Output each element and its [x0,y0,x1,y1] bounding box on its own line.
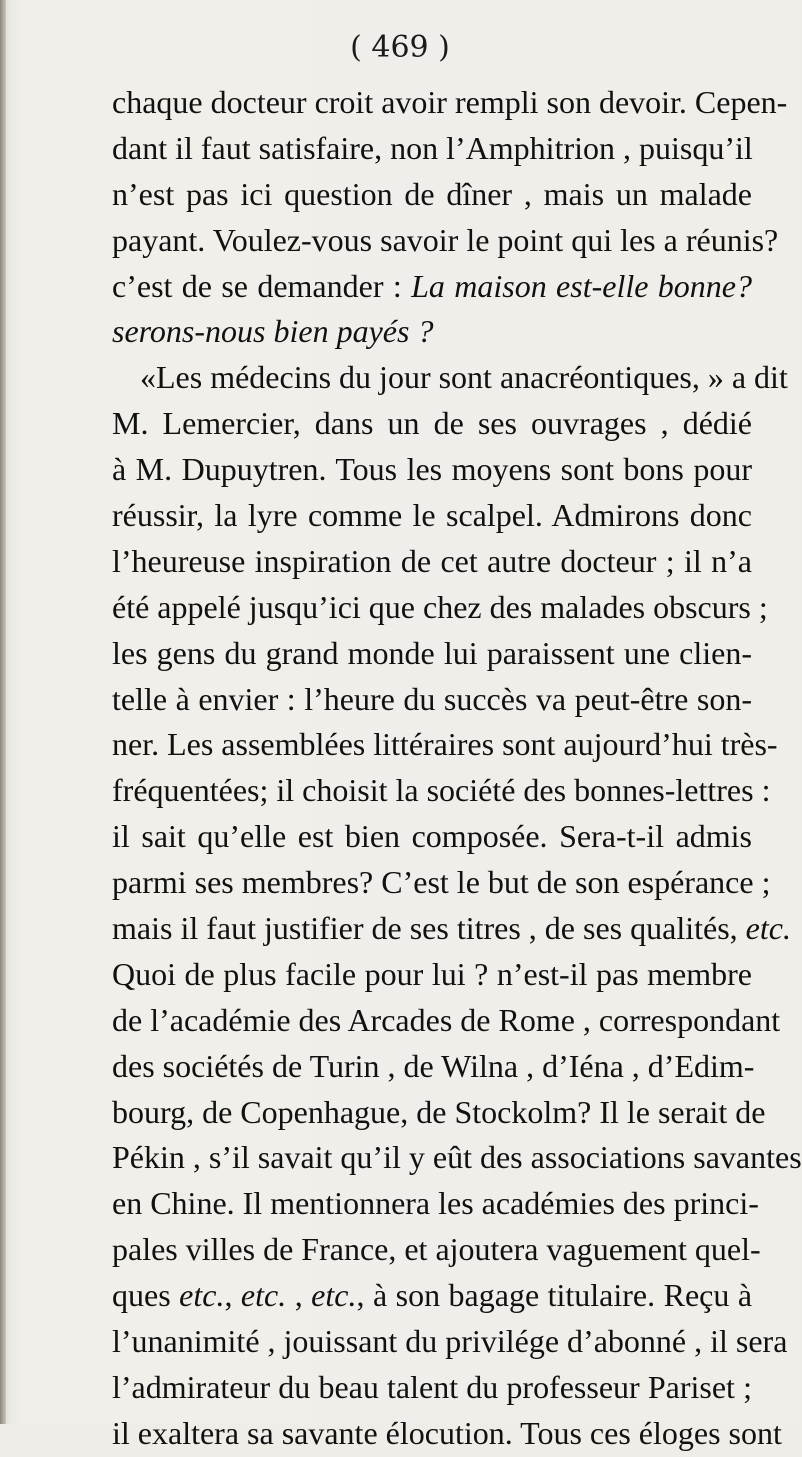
text-run: c’est de se demander : [112,267,412,304]
text-run: M. Lemercier, dans un de ses ouvrages , dédié [112,405,752,442]
text-run: payant. Voulez-vous savoir le point qui les a réunis? [112,221,779,258]
text-line [112,906,791,952]
italic-text-run: La maison est-elle bonne? [411,267,753,304]
text-line [112,585,768,631]
text-run: de l’académie des Arcades de Rome , correspondant [112,1001,781,1038]
text-line [112,1044,755,1090]
text-run: fréquentées; il choisit la société des bonnes-lettres : [112,772,771,809]
text-line [112,814,752,860]
text-line [112,631,752,677]
text-run: pales villes de France, et ajoutera vaguement quel- [112,1231,761,1268]
text-run: réussir, la lyre comme le scalpel. Admirons donc [112,497,752,534]
text-line [112,447,752,493]
text-line [112,768,771,814]
text-run: il sait qu’elle est bien composée. Sera-t-il admis [112,818,752,855]
text-run: Quoi de plus facile pour lui ? n’est-il pas membre [112,955,752,992]
text-line [112,493,752,539]
text-line [112,1181,759,1227]
body-text [112,80,802,1457]
text-run: ner. Les assemblées littéraires sont aujourd’hui très- [112,726,778,763]
text-run: , à son bagage titulaire. Reçu à [356,1277,753,1314]
text-line [112,952,752,998]
page-binding-edge [0,0,6,1424]
text-run: en Chine. Il mentionnera les académies des princi- [112,1185,759,1222]
text-line [112,126,752,172]
text-run: «Les médecins du jour sont anacréontiques, » a dit [140,359,788,396]
text-line [112,1365,752,1411]
text-line [112,1319,788,1365]
text-run: dant il faut satisfaire, non l’Amphitrion , puisqu’il [112,129,753,166]
italic-text-run: etc. [745,910,791,947]
text-run: l’admirateur du beau talent du professeur Pariset ; [112,1368,752,1405]
text-line [112,722,778,768]
text-run: mais il faut justifier de ses titres , de ses qualités, [112,910,746,947]
text-line [112,401,752,447]
text-line [112,1090,766,1136]
text-run: été appelé jusqu’ici que chez des malades obscurs ; [112,588,768,625]
text-run: l’unanimité , jouissant du privilége d’abonné , il sera [112,1323,788,1360]
text-run: il exaltera sa savante élocution. Tous ces éloges sont [112,1414,782,1451]
text-line [112,218,779,264]
text-line [112,539,752,585]
text-run: bourg, de Copenhague, de Stockolm? Il le serait de [112,1093,766,1130]
text-run: des sociétés de Turin , de Wilna , d’Iéna , d’Edim- [112,1047,755,1084]
text-line [112,998,781,1044]
text-line [112,309,752,355]
text-line [112,355,788,401]
text-run: , [224,1277,241,1314]
text-run: à M. Dupuytren. Tous les moyens sont bons pour [112,451,752,488]
text-run: les gens du grand monde lui paraissent une clien- [112,634,752,671]
text-line [112,1273,752,1319]
text-run: n’est pas ici question de dîner , mais un malade [112,175,752,212]
text-run: parmi ses membres? C’est le but de son espérance ; [112,864,771,901]
text-line [112,1227,761,1273]
italic-text-run: etc. [311,1277,357,1314]
text-run: telle à envier : l’heure du succès va peut-être son- [112,680,752,717]
text-line [112,1411,782,1457]
text-run: chaque docteur croit avoir rempli son devoir. Cepen- [112,84,788,120]
text-run: l’heureuse inspiration de cet autre docteur ; il n’a [112,542,752,579]
text-run: , [286,1277,312,1314]
text-line [112,172,752,218]
text-line [112,860,771,906]
italic-text-run: etc. [240,1277,287,1314]
text-line [112,677,752,723]
text-line [112,80,788,126]
italic-text-run: etc. [179,1277,225,1314]
italic-text-run: serons-nous bien payés ? [112,313,434,350]
text-line [112,264,752,310]
text-run: ques [112,1277,180,1314]
text-line [112,1135,802,1181]
text-run: Pékin , s’il savait qu’il y eût des associations savantes [112,1139,802,1176]
page-number: ( 469 ) [350,30,450,65]
